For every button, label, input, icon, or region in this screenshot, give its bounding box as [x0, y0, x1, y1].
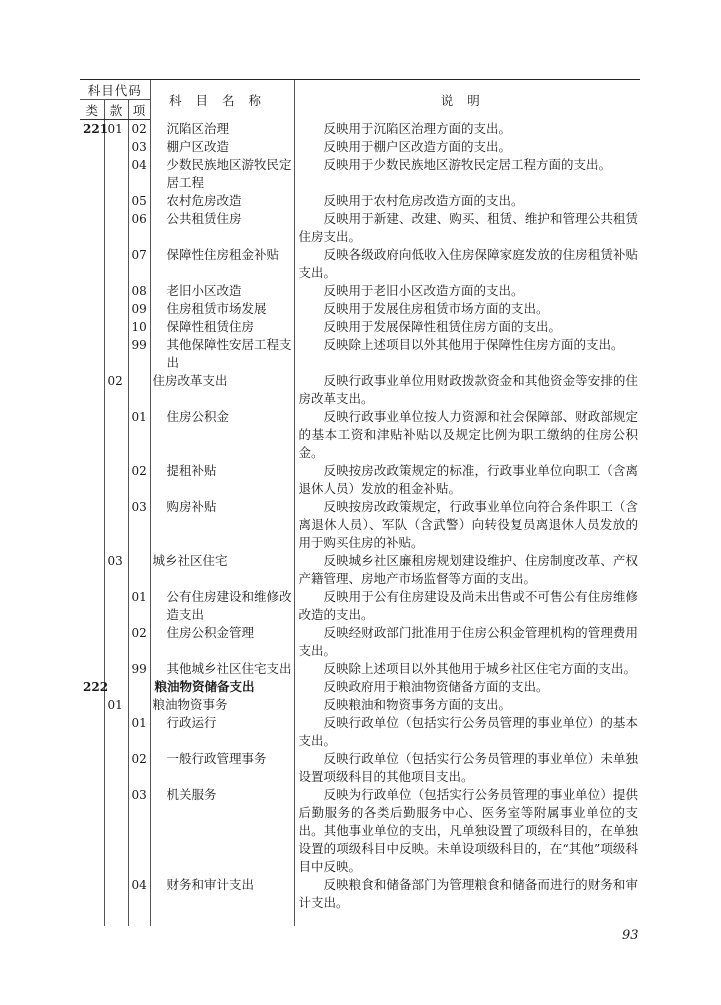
category-code-cell: [80, 192, 104, 210]
section-code-cell: 03: [104, 552, 128, 588]
item-code-cell: 08: [128, 282, 150, 300]
category-code-cell: [80, 876, 104, 926]
item-code-cell: 02: [128, 462, 150, 498]
item-code-cell: 09: [128, 300, 150, 318]
category-code-cell: [80, 588, 104, 624]
section-code-cell: [104, 156, 128, 192]
description-cell: 反映粮食和储备部门为管理粮食和储备而进行的财务和审计支出。: [298, 877, 638, 910]
description-cell: 反映城乡社区廉租房规划建设维护、住房制度改革、产权产籍管理、房地产市场监督等方面的支出。: [298, 553, 638, 586]
page-number: 93: [622, 928, 639, 943]
item-code-cell: 07: [128, 246, 150, 282]
subject-name-cell: 一般行政管理事务: [150, 750, 294, 786]
subject-name-cell: 住房租赁市场发展: [150, 300, 294, 318]
table-row: [80, 318, 640, 336]
category-code-cell: [80, 246, 104, 282]
subject-name-cell: 其他城乡社区住宅支出: [150, 660, 294, 678]
description-cell: 反映用于老旧小区改造方面的支出。: [323, 283, 524, 298]
description-cell: 反映用于农村危房改造方面的支出。: [323, 193, 524, 208]
item-code-cell: 06: [128, 210, 150, 246]
table-row: [80, 552, 640, 588]
table-row: [80, 876, 640, 926]
description-cell: 反映行政单位（包括实行公务员管理的事业单位）未单独设置项级科目的其他项目支出。: [298, 751, 638, 784]
table-row: [80, 192, 640, 210]
subject-name-cell: 提租补贴: [150, 462, 294, 498]
description-cell: 反映粮油和物资事务方面的支出。: [323, 697, 512, 712]
description-cell: 反映除上述项目以外其他用于保障性住房方面的支出。: [323, 337, 624, 352]
item-code-cell: 03: [128, 786, 150, 876]
table-row: [80, 336, 640, 372]
subject-name-cell: 棚户区改造: [150, 138, 294, 156]
item-code-cell: 02: [128, 750, 150, 786]
section-code-cell: [104, 210, 128, 246]
subject-name-cell: 保障性租赁住房: [150, 318, 294, 336]
table-row: [80, 138, 640, 156]
description-cell: 反映用于发展住房租赁市场方面的支出。: [323, 301, 549, 316]
subject-name-cell: 城乡社区住宅: [150, 552, 294, 588]
category-code-cell: [80, 696, 104, 714]
description-cell: 反映用于公有住房建设及尚未出售或不可售公有住房维修改造的支出。: [298, 589, 638, 622]
category-code-cell: [80, 336, 104, 372]
description-cell: 反映用于沉陷区治理方面的支出。: [323, 120, 512, 136]
item-code-cell: 01: [128, 588, 150, 624]
section-code-cell: [104, 750, 128, 786]
section-code-cell: 01: [104, 120, 128, 139]
table-row: [80, 210, 640, 246]
table-header: [80, 80, 640, 120]
table-body: [80, 120, 640, 927]
table-row: [80, 300, 640, 318]
category-code-cell: [80, 714, 104, 750]
item-code-cell: 05: [128, 192, 150, 210]
section-code-cell: 01: [104, 696, 128, 714]
item-code-cell: 02: [128, 120, 150, 139]
subject-name-cell: 粮油物资储备支出: [150, 678, 294, 696]
description-cell: 反映用于新建、改建、购买、租赁、维护和管理公共租赁住房支出。: [298, 211, 638, 244]
description-cell: 反映用于发展保障性租赁住房方面的支出。: [323, 319, 562, 334]
description-cell: 反映政府用于粮油物资储备方面的支出。: [323, 679, 549, 694]
subject-name-cell: 公共租赁住房: [150, 210, 294, 246]
category-code-cell: [80, 156, 104, 192]
section-code-cell: [104, 300, 128, 318]
description-cell: 反映用于棚户区改造方面的支出。: [323, 139, 512, 154]
item-code-cell: 02: [128, 624, 150, 660]
subject-name-cell: 机关服务: [150, 786, 294, 876]
category-code-cell: [80, 498, 104, 552]
description-cell: 反映行政单位（包括实行公务员管理的事业单位）的基本支出。: [298, 715, 638, 748]
subject-name-cell: 保障性住房租金补贴: [150, 246, 294, 282]
category-code-cell: [80, 624, 104, 660]
budget-subject-table: [80, 79, 640, 926]
section-code-cell: [104, 624, 128, 660]
subject-name-header: 科目名称: [150, 80, 294, 120]
section-code-cell: [104, 246, 128, 282]
category-code-cell: [80, 318, 104, 336]
section-code-cell: [104, 876, 128, 926]
category-code-cell: [80, 750, 104, 786]
section-code-cell: [104, 318, 128, 336]
description-cell: 反映按房改政策规定的标准，行政事业单位向职工（含离退休人员）发放的租金补贴。: [298, 463, 638, 496]
table-row: [80, 786, 640, 876]
table-row: [80, 624, 640, 660]
section-code-cell: [104, 660, 128, 678]
table-row: [80, 156, 640, 192]
category-code-cell: [80, 372, 104, 408]
subject-name-cell: 公有住房建设和维修改造支出: [150, 588, 294, 624]
subject-name-cell: 行政运行: [150, 714, 294, 750]
description-cell: 反映行政事业单位按人力资源和社会保障部、财政部规定的基本工资和津贴补贴以及规定比例为职工缴纳的住房公积金。: [298, 409, 638, 460]
table-row: [80, 246, 640, 282]
table-row: [80, 120, 640, 139]
subject-name-cell: 住房公积金管理: [150, 624, 294, 660]
description-header: 说明: [294, 80, 640, 120]
section-code-cell: [104, 408, 128, 462]
description-cell: 反映各级政府向低收入住房保障家庭发放的住房租赁补贴支出。: [298, 247, 638, 280]
description-cell: 反映按房改政策规定，行政事业单位向符合条件职工（含离退休人员）、军队（含武警）向转役复员离退休人员发放的用于购买住房的补贴。: [298, 499, 638, 550]
table-row: [80, 372, 640, 408]
item-code-cell: 01: [128, 408, 150, 462]
subject-code-header: 科目代码: [80, 80, 150, 100]
description-cell: 反映除上述项目以外其他用于城乡社区住宅方面的支出。: [323, 661, 637, 676]
category-code-cell: 221: [80, 120, 104, 139]
item-code-cell: 99: [128, 660, 150, 678]
category-code-cell: [80, 660, 104, 678]
subject-name-cell: 住房改革支出: [150, 372, 294, 408]
category-code-cell: [80, 300, 104, 318]
section-code-cell: [104, 588, 128, 624]
section-code-cell: 02: [104, 372, 128, 408]
item-code-cell: 03: [128, 498, 150, 552]
item-code-cell: 10: [128, 318, 150, 336]
category-code-cell: [80, 786, 104, 876]
category-code-cell: [80, 408, 104, 462]
item-header: 项: [128, 100, 150, 120]
category-code-cell: [80, 282, 104, 300]
description-cell: 反映用于少数民族地区游牧民定居工程方面的支出。: [323, 157, 612, 172]
subject-name-cell: 住房公积金: [150, 408, 294, 462]
item-code-cell: [128, 678, 150, 696]
subject-name-cell: 购房补贴: [150, 498, 294, 552]
subject-name-cell: 沉陷区治理: [150, 120, 294, 139]
subject-name-cell: 老旧小区改造: [150, 282, 294, 300]
table-row: [80, 696, 640, 714]
category-code-cell: [80, 210, 104, 246]
item-code-cell: [128, 552, 150, 588]
table-row: [80, 660, 640, 678]
item-code-cell: [128, 696, 150, 714]
section-code-cell: [104, 714, 128, 750]
item-code-cell: 04: [128, 156, 150, 192]
description-cell: 反映行政事业单位用财政拨款资金和其他资金等安排的住房改革支出。: [298, 373, 638, 406]
section-header: 款: [104, 100, 128, 120]
item-code-cell: 04: [128, 876, 150, 926]
item-code-cell: 01: [128, 714, 150, 750]
category-header: 类: [80, 100, 104, 120]
item-code-cell: [128, 372, 150, 408]
table-row: [80, 498, 640, 552]
section-code-cell: [104, 498, 128, 552]
category-code-cell: [80, 462, 104, 498]
description-cell: 反映为行政单位（包括实行公务员管理的事业单位）提供后勤服务的各类后勤服务中心、医务室等附属事业单位的支出。其他事业单位的支出，凡单独设置了项级科目的，在单独设置的项级科目中反映。未单设项级科目的，在“其他”项级科目中反映。: [298, 787, 638, 874]
table-row: [80, 282, 640, 300]
description-cell: 反映经财政部门批准用于住房公积金管理机构的管理费用支出。: [298, 625, 638, 658]
section-code-cell: [104, 192, 128, 210]
table-row: [80, 714, 640, 750]
table-row: [80, 588, 640, 624]
section-code-cell: [104, 786, 128, 876]
category-code-cell: 222: [80, 678, 104, 696]
section-code-cell: [104, 282, 128, 300]
subject-name-cell: 其他保障性安居工程支出: [150, 336, 294, 372]
table-row: [80, 462, 640, 498]
item-code-cell: 03: [128, 138, 150, 156]
subject-name-cell: 财务和审计支出: [150, 876, 294, 926]
item-code-cell: 99: [128, 336, 150, 372]
category-code-cell: [80, 552, 104, 588]
table-row: [80, 750, 640, 786]
section-code-cell: [104, 336, 128, 372]
subject-name-cell: 少数民族地区游牧民定居工程: [150, 156, 294, 192]
table-row: [80, 408, 640, 462]
category-code-cell: [80, 138, 104, 156]
table-row: [80, 678, 640, 696]
section-code-cell: [104, 462, 128, 498]
section-code-cell: [104, 138, 128, 156]
subject-name-cell: 农村危房改造: [150, 192, 294, 210]
subject-name-cell: 粮油物资事务: [150, 696, 294, 714]
